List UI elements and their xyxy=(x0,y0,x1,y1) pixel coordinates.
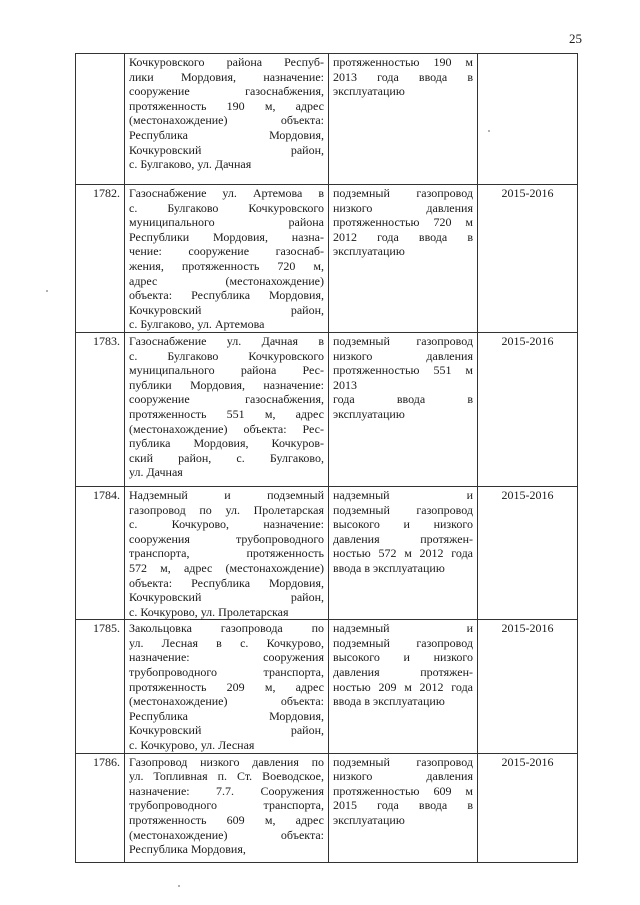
characteristics-line: 2013 года ввода в xyxy=(333,69,473,84)
characteristics-line: высокого и низкого xyxy=(333,650,473,665)
characteristics-line: подземный газопровод xyxy=(333,754,473,769)
description-line: муниципального района Рес- xyxy=(129,363,324,378)
description-line: трубопроводного транспорта, xyxy=(129,798,324,813)
table-row xyxy=(76,753,578,862)
description-line: (местонахождение) объекта: xyxy=(129,827,324,842)
description-line: Республики Мордовия, назна- xyxy=(129,229,324,244)
characteristics-line: 2015 года ввода в xyxy=(333,798,473,813)
description-line: публики Мордовия, назначение: xyxy=(129,377,324,392)
object-description xyxy=(125,486,329,619)
description-line: с. Кочкурово, ул. Лесная xyxy=(129,738,255,753)
description-line: Кочкуровский район, xyxy=(129,590,324,605)
characteristics-line: низкого давления xyxy=(333,769,473,784)
characteristics-line: подземный газопровод xyxy=(333,635,473,650)
description-line: протяженность 609 м, адрес xyxy=(129,813,324,827)
characteristics-line: давления протяжен- xyxy=(333,665,473,680)
scan-speck xyxy=(488,130,490,132)
description-line: чение: сооружение газоснаб- xyxy=(129,244,324,259)
description-line: с. Булгаково Кочкуровского xyxy=(129,200,324,215)
work-period: 2015-2016 xyxy=(478,486,578,619)
table-row xyxy=(76,54,578,185)
object-description xyxy=(125,753,329,862)
characteristics-line: ввода в эксплуатацию xyxy=(333,694,445,709)
description-line: публика Мордовия, Кочкуров- xyxy=(129,436,324,451)
description-line: с. Булгаково, ул. Артемова xyxy=(129,317,265,332)
page-number: 25 xyxy=(569,31,582,46)
description-line: Кочкуровский район, xyxy=(129,142,324,157)
work-period xyxy=(478,54,578,185)
object-description xyxy=(125,332,329,486)
description-line: транспорта, протяженность xyxy=(129,546,324,561)
scan-speck xyxy=(46,290,48,292)
row-number: 1786. xyxy=(76,753,125,862)
description-line: 572 м, адрес (местонахождение) xyxy=(129,560,324,575)
characteristics-line: высокого и низкого xyxy=(333,517,473,532)
row-number: 1782. xyxy=(76,185,125,333)
description-line: газопровод по ул. Пролетарская xyxy=(129,502,324,517)
characteristics-line: ностью 572 м 2012 года xyxy=(333,546,473,561)
characteristics-line: давления протяжен- xyxy=(333,531,473,546)
description-line: муниципального района xyxy=(129,215,324,230)
characteristics-line: года ввода в xyxy=(333,392,473,407)
characteristics-line: низкого давления xyxy=(333,200,473,215)
description-line: ул. Дачная xyxy=(129,465,183,480)
characteristics-line: эксплуатацию xyxy=(333,813,405,827)
characteristics-line: эксплуатацию xyxy=(333,244,405,259)
scan-speck xyxy=(178,885,180,887)
row-number: 1783. xyxy=(76,332,125,486)
description-line: протяженность 209 м, адрес xyxy=(129,679,324,694)
characteristics-line: подземный газопровод xyxy=(333,186,473,200)
characteristics-line: протяженностью 190 м xyxy=(333,55,473,69)
description-line: (местонахождение) объекта: xyxy=(129,113,324,128)
description-line: назначение: 7.7. Сооружения xyxy=(129,783,324,798)
description-line: лики Мордовия, назначение: xyxy=(129,69,324,84)
description-line: протяженность 190 м, адрес xyxy=(129,98,324,113)
description-line: назначение: сооружения xyxy=(129,650,324,665)
characteristics-line: подземный газопровод xyxy=(333,502,473,517)
description-line: Кочкуровский район, xyxy=(129,302,324,317)
characteristics-line: протяженностью 609 м xyxy=(333,783,473,798)
description-line: жения, протяженность 720 м, xyxy=(129,258,324,273)
characteristics-line: подземный газопровод xyxy=(333,333,473,348)
register-table xyxy=(75,53,578,863)
table-row xyxy=(76,185,578,333)
description-line: Газоснабжение ул. Дачная в xyxy=(129,333,324,348)
characteristics-line: надземный и xyxy=(333,621,473,636)
description-line: Закольцовка газопровода по xyxy=(129,621,324,636)
characteristics-line: эксплуатацию xyxy=(333,84,405,99)
description-line: (местонахождение) объекта: xyxy=(129,694,324,709)
object-description xyxy=(125,620,329,753)
characteristics-line: эксплуатацию xyxy=(333,406,405,421)
work-period: 2015-2016 xyxy=(478,332,578,486)
table-row xyxy=(76,486,578,619)
description-line: Республика Мордовия, xyxy=(129,842,246,857)
description-line: сооружение газоснабжения, xyxy=(129,84,324,99)
description-line: Надземный и подземный xyxy=(129,487,324,502)
work-period: 2015-2016 xyxy=(478,185,578,333)
description-line: Кочкуровского района Респуб- xyxy=(129,55,324,69)
description-line: адрес (местонахождение) xyxy=(129,273,324,288)
work-period: 2015-2016 xyxy=(478,620,578,753)
description-line: с. Булгаково Кочкуровского xyxy=(129,348,324,363)
characteristics-line: ввода в эксплуатацию xyxy=(333,560,445,575)
row-number: 1784. xyxy=(76,486,125,619)
description-line: Республика Мордовия, xyxy=(129,708,324,723)
description-line: с. Булгаково, ул. Дачная xyxy=(129,157,252,172)
description-line: Республика Мордовия, xyxy=(129,127,324,142)
register-table-body xyxy=(76,54,578,863)
row-number: 1785. xyxy=(76,620,125,753)
description-line: (местонахождение) объекта: Рес- xyxy=(129,421,324,436)
description-line: с. Кочкурово, назначение: xyxy=(129,517,324,532)
row-number xyxy=(76,54,125,185)
object-characteristics xyxy=(329,185,478,333)
description-line: трубопроводного транспорта, xyxy=(129,665,324,680)
description-line: Газоснабжение ул. Артемова в xyxy=(129,186,324,200)
table-row xyxy=(76,332,578,486)
characteristics-line: 2013 xyxy=(333,377,357,392)
description-line: сооружение газоснабжения, xyxy=(129,392,324,407)
object-characteristics xyxy=(329,54,478,185)
description-line: Газопровод низкого давления по xyxy=(129,754,324,769)
characteristics-line: ностью 209 м 2012 года xyxy=(333,679,473,694)
description-line: объекта: Республика Мордовия, xyxy=(129,288,324,303)
object-description xyxy=(125,54,329,185)
work-period: 2015-2016 xyxy=(478,753,578,862)
description-line: протяженность 551 м, адрес xyxy=(129,406,324,421)
characteristics-line: протяженностью 720 м xyxy=(333,215,473,230)
object-characteristics xyxy=(329,753,478,862)
object-characteristics xyxy=(329,332,478,486)
description-line: Кочкуровский район, xyxy=(129,723,324,738)
characteristics-line: надземный и xyxy=(333,487,473,502)
object-description xyxy=(125,185,329,333)
characteristics-line: 2012 года ввода в xyxy=(333,229,473,244)
characteristics-line: протяженностью 551 м xyxy=(333,363,473,378)
object-characteristics xyxy=(329,620,478,753)
description-line: ул. Лесная в с. Кочкурово, xyxy=(129,635,324,650)
description-line: ский район, с. Булгаково, xyxy=(129,450,324,465)
description-line: ул. Топливная п. Ст. Воеводское, xyxy=(129,769,324,784)
description-line: с. Кочкурово, ул. Пролетарская xyxy=(129,604,289,619)
characteristics-line: низкого давления xyxy=(333,348,473,363)
table-row xyxy=(76,620,578,753)
description-line: сооружения трубопроводного xyxy=(129,531,324,546)
description-line: объекта: Республика Мордовия, xyxy=(129,575,324,590)
object-characteristics xyxy=(329,486,478,619)
